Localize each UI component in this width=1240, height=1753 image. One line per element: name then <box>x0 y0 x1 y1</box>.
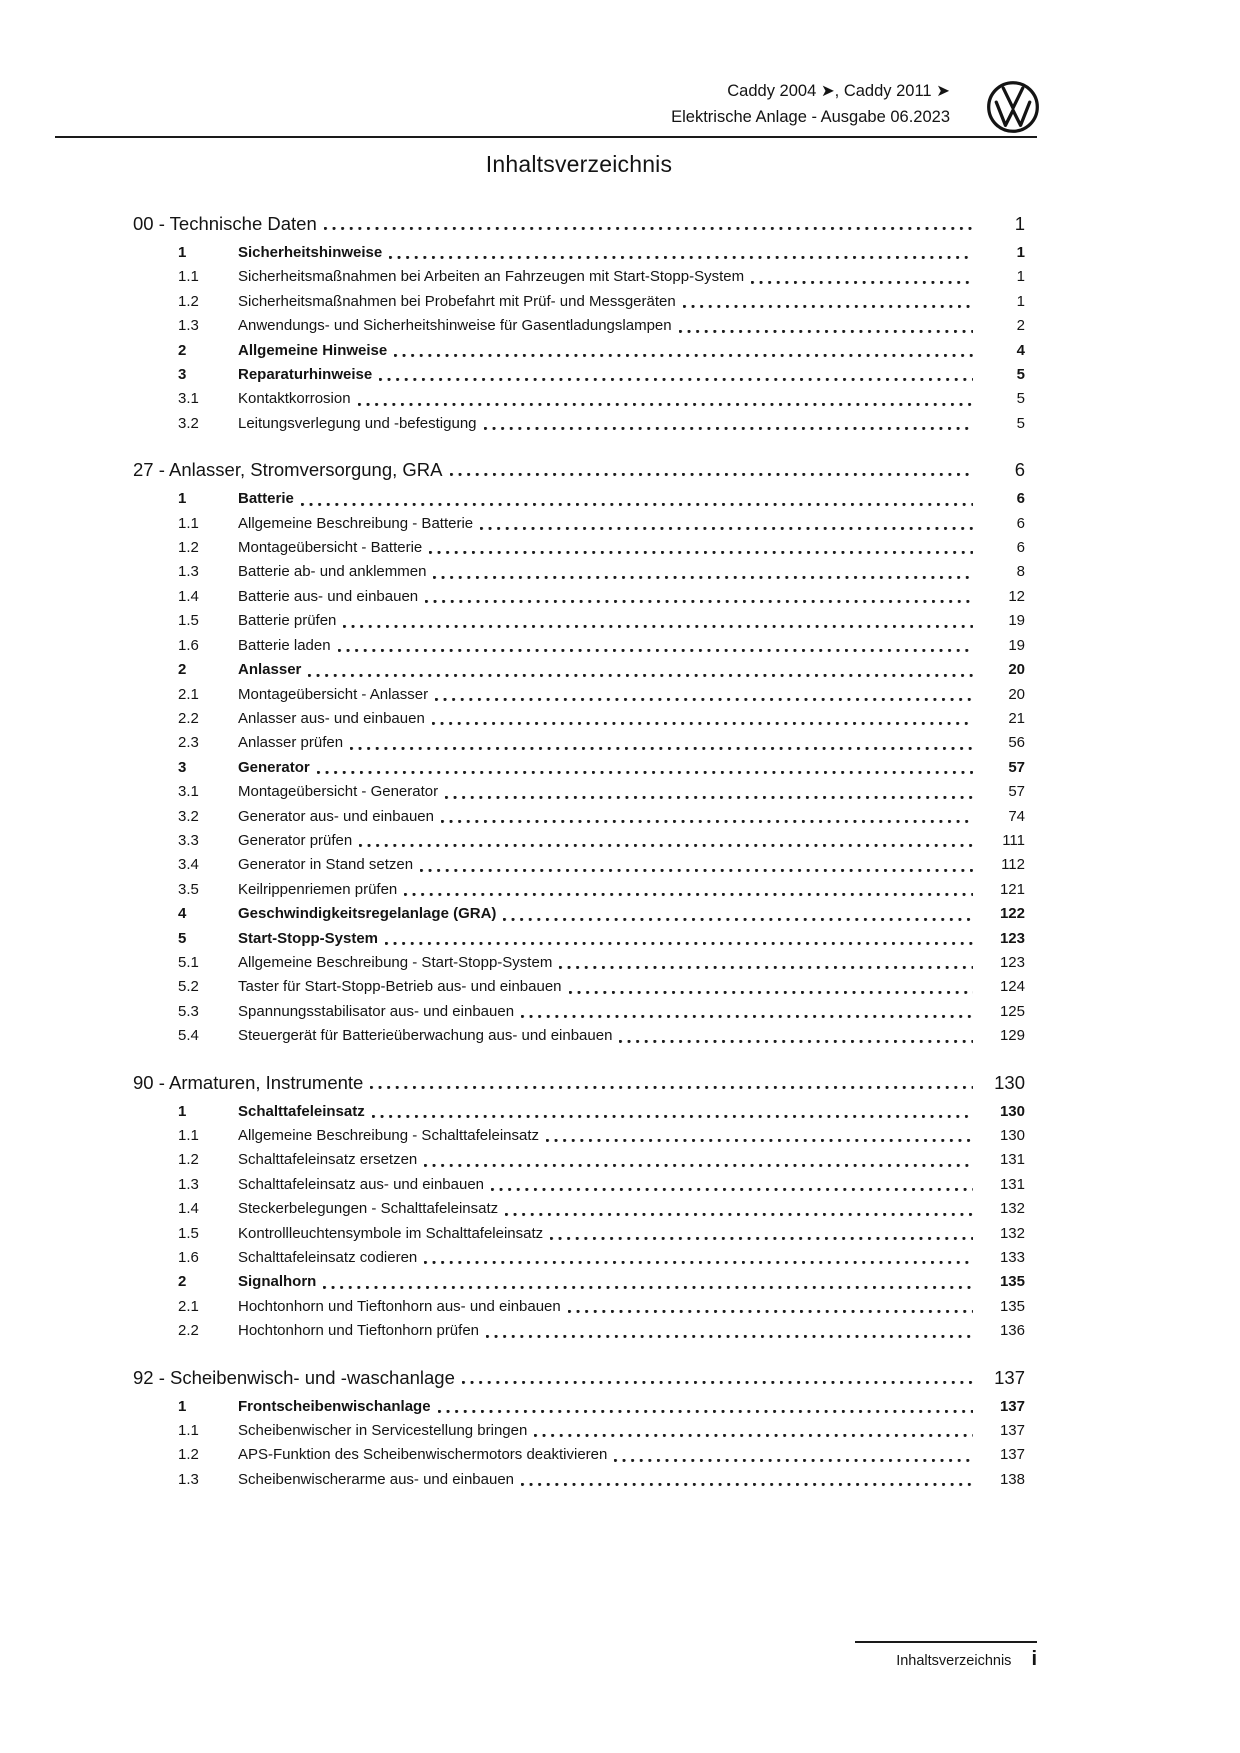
dot-leader <box>387 339 979 363</box>
dot-leader <box>438 780 979 804</box>
header-model-line: Caddy 2004 ➤, Caddy 2011 ➤ <box>727 82 950 100</box>
toc-entry-title: Kontrollleuchtensymbole im Schalttafeleinsatz <box>238 1224 544 1242</box>
toc-entry-title: Geschwindigkeitsregelanlage (GRA) <box>238 905 497 923</box>
dot-leader <box>417 1148 979 1172</box>
toc-entry <box>133 585 1025 609</box>
toc-entry-title: Steckerbelegungen - Schalttafeleinsatz <box>238 1200 499 1218</box>
toc-section-heading <box>133 1069 1025 1096</box>
dot-leader <box>455 1364 979 1391</box>
toc-entry-number: 1.3 <box>178 1470 199 1488</box>
dot-leader <box>425 707 979 731</box>
toc-entry <box>133 512 1025 536</box>
dot-leader <box>527 1419 979 1443</box>
toc-entry-number: 5.3 <box>178 1002 199 1020</box>
toc-entry-page: 130 <box>999 1127 1025 1144</box>
toc-entry-number: 1.3 <box>178 563 199 581</box>
toc-entry-number: 1.6 <box>178 636 199 654</box>
toc-entry-title: Hochtonhorn und Tieftonhorn aus- und einbauen <box>238 1297 561 1315</box>
toc-entry-title: Sicherheitsmaßnahmen bei Arbeiten an Fahrzeugen mit Start-Stopp-System <box>238 268 745 286</box>
toc-section-page: 130 <box>994 1071 1025 1093</box>
toc-entry-page: 19 <box>1008 636 1025 654</box>
toc-entry-number: 3.3 <box>178 831 199 849</box>
toc-entry-page: 129 <box>999 1027 1025 1045</box>
toc-entry-title: Batterie aus- und einbauen <box>238 587 419 605</box>
toc-entry-title: Schalttafeleinsatz aus- und einbauen <box>238 1175 485 1193</box>
toc-entry <box>133 1395 1025 1419</box>
dot-leader <box>352 829 979 853</box>
toc-entry <box>133 1270 1025 1294</box>
toc-entry <box>133 1443 1025 1467</box>
toc-entry <box>133 780 1025 804</box>
toc-entry-number: 2.3 <box>178 734 199 752</box>
toc-section <box>133 210 1025 436</box>
toc-entry <box>133 387 1025 411</box>
toc-entry-page: 4 <box>1016 341 1025 359</box>
toc-entry-page: 74 <box>1008 807 1025 825</box>
toc-entry <box>133 1173 1025 1197</box>
toc-entry-page: 121 <box>999 880 1025 898</box>
toc-entry <box>133 609 1025 633</box>
toc-entry-title: Schalttafeleinsatz codieren <box>238 1249 418 1267</box>
toc-section-entries <box>133 241 1025 436</box>
toc-entry-page: 131 <box>999 1175 1025 1193</box>
toc-entry <box>133 1148 1025 1172</box>
toc-section <box>133 1069 1025 1344</box>
toc-entry-page: 1 <box>1016 244 1025 261</box>
toc-entry-number: 3.2 <box>178 414 199 432</box>
toc-entry-title: Batterie laden <box>238 636 331 654</box>
toc-entry-title: Allgemeine Beschreibung - Schalttafeleinsatz <box>238 1127 540 1144</box>
toc-entry <box>133 1295 1025 1319</box>
toc-entry-title: Signalhorn <box>238 1273 317 1291</box>
toc-entry-title: Kontaktkorrosion <box>238 390 351 408</box>
toc-entry-title: Keilrippenriemen prüfen <box>238 880 398 898</box>
dot-leader <box>479 1319 979 1343</box>
toc-entry-number: 3.5 <box>178 880 199 898</box>
toc-entry <box>133 1100 1025 1124</box>
toc-entry-number: 1.6 <box>178 1249 199 1267</box>
dot-leader <box>434 805 979 829</box>
dot-leader <box>426 560 979 584</box>
toc-entry-number: 3 <box>178 758 187 776</box>
toc-entry-number: 3.1 <box>178 390 199 408</box>
toc-entry-title: Hochtonhorn und Tieftonhorn prüfen <box>238 1322 480 1340</box>
toc-entry-page: 5 <box>1016 414 1025 432</box>
header-text-block <box>671 78 950 130</box>
toc-entry-number: 1.3 <box>178 317 199 335</box>
toc-entry-page: 2 <box>1016 317 1025 335</box>
toc-entry-title: Allgemeine Beschreibung - Batterie <box>238 514 474 532</box>
toc-entry <box>133 756 1025 780</box>
toc-entry-number: 1.4 <box>178 1200 199 1218</box>
dot-leader <box>672 314 979 338</box>
toc-entry-number: 2 <box>178 341 187 359</box>
dot-leader <box>378 927 979 951</box>
dot-leader <box>418 585 979 609</box>
toc-entry-title: Start-Stopp-System <box>238 929 379 947</box>
toc-entry-title: Batterie prüfen <box>238 612 337 630</box>
toc-entry <box>133 560 1025 584</box>
toc-entry-number: 1.2 <box>178 1151 199 1169</box>
toc-section-entries <box>133 487 1025 1048</box>
toc-entry-page: 19 <box>1008 612 1025 630</box>
toc-entry-number: 2.2 <box>178 709 199 727</box>
toc-section-title: 00 - Technische Daten <box>133 213 317 234</box>
toc-entry <box>133 658 1025 682</box>
toc-entry-number: 1 <box>178 1102 187 1120</box>
dot-leader <box>417 1246 979 1270</box>
toc-entry-page: 137 <box>999 1422 1025 1440</box>
dot-leader <box>561 1295 979 1319</box>
toc-entry-page: 137 <box>999 1446 1025 1464</box>
toc-entry-number: 3.1 <box>178 783 199 801</box>
toc-entry-page: 135 <box>999 1297 1025 1315</box>
toc-entry-number: 5.2 <box>178 978 199 996</box>
toc-entry-title: Scheibenwischerarme aus- und einbauen <box>238 1470 515 1488</box>
dot-leader <box>363 1069 979 1096</box>
toc-entry <box>133 412 1025 436</box>
toc-section-heading <box>133 210 1025 237</box>
toc-entry <box>133 290 1025 314</box>
dot-leader <box>413 853 979 877</box>
dot-leader <box>514 1468 979 1492</box>
toc-entry-number: 2.1 <box>178 685 199 703</box>
toc-section-page: 6 <box>1014 459 1025 481</box>
toc-entry-title: Allgemeine Hinweise <box>238 341 388 359</box>
toc-entry-page: 112 <box>1001 856 1025 874</box>
header-divider <box>55 136 1037 138</box>
toc-entry-title: Anlasser <box>238 661 302 679</box>
toc-entry-page: 124 <box>999 978 1025 996</box>
toc-entry <box>133 878 1025 902</box>
dot-leader <box>294 487 979 511</box>
toc-entry-title: Sicherheitshinweise <box>238 244 383 261</box>
toc-entry-title: Montageübersicht - Batterie <box>238 539 423 557</box>
dot-leader <box>310 756 979 780</box>
toc-entry-number: 5.4 <box>178 1027 199 1045</box>
toc-entry <box>133 634 1025 658</box>
toc-entry-title: Anwendungs- und Sicherheitshinweise für Gasentladungslampen <box>238 317 672 335</box>
dot-leader <box>607 1443 979 1467</box>
toc-entry-page: 20 <box>1008 685 1025 703</box>
dot-leader <box>484 1173 979 1197</box>
toc-entry-page: 5 <box>1016 366 1025 384</box>
toc-entry-title: Reparaturhinweise <box>238 366 373 384</box>
dot-leader <box>428 683 979 707</box>
toc-entry <box>133 487 1025 511</box>
dot-leader <box>301 658 979 682</box>
dot-leader <box>443 456 980 483</box>
toc-entry-number: 1 <box>178 490 187 508</box>
dot-leader <box>612 1024 979 1048</box>
dot-leader <box>351 387 979 411</box>
dot-leader <box>744 265 979 289</box>
dot-leader <box>336 609 979 633</box>
toc-entry-page: 138 <box>999 1470 1025 1488</box>
toc-entry-page: 5 <box>1016 390 1025 408</box>
toc-entry-number: 1.2 <box>178 292 199 310</box>
toc-entry-title: Taster für Start-Stopp-Betrieb aus- und einbauen <box>238 978 562 996</box>
toc-entry <box>133 1419 1025 1443</box>
dot-leader <box>431 1395 979 1419</box>
toc-entry-page: 132 <box>999 1200 1025 1218</box>
toc-entry-number: 1.3 <box>178 1175 199 1193</box>
toc-entry-page: 137 <box>999 1397 1025 1415</box>
toc-entry-number: 4 <box>178 905 187 923</box>
toc-entry-number: 1.1 <box>178 1422 199 1440</box>
vw-logo-icon <box>986 80 1040 134</box>
dot-leader <box>498 1197 979 1221</box>
toc-entry-title: Schalttafeleinsatz ersetzen <box>238 1151 418 1169</box>
toc-entry <box>133 241 1025 265</box>
toc-section <box>133 1364 1025 1493</box>
toc-entry-title: Steuergerät für Batterieüberwachung aus- und einbauen <box>238 1027 613 1045</box>
toc-entry-title: Anlasser aus- und einbauen <box>238 709 425 727</box>
toc-entry <box>133 731 1025 755</box>
toc-section-heading <box>133 1364 1025 1391</box>
toc-entry <box>133 902 1025 926</box>
toc-entry-page: 125 <box>999 1002 1025 1020</box>
toc-section-page: 1 <box>1014 213 1025 234</box>
toc-section <box>133 456 1025 1048</box>
toc-entry <box>133 975 1025 999</box>
dot-leader <box>473 512 979 536</box>
toc-entry <box>133 536 1025 560</box>
toc-entry-title: Generator aus- und einbauen <box>238 807 434 825</box>
toc-entry-page: 6 <box>1016 514 1025 532</box>
toc-section-title: 90 - Armaturen, Instrumente <box>133 1071 364 1093</box>
toc-entry-title: Schalttafeleinsatz <box>238 1102 365 1120</box>
dot-leader <box>552 951 979 975</box>
toc-entry-page: 1 <box>1016 268 1025 286</box>
dot-leader <box>543 1222 979 1246</box>
toc-entry-number: 1.1 <box>178 1127 199 1144</box>
toc-entry-title: Frontscheibenwischanlage <box>238 1397 431 1415</box>
toc-entry <box>133 1000 1025 1024</box>
dot-leader <box>397 878 979 902</box>
toc-entry-page: 6 <box>1016 539 1025 557</box>
toc-entry-number: 1.4 <box>178 587 199 605</box>
dot-leader <box>317 210 979 237</box>
dot-leader <box>496 902 979 926</box>
toc-entry-number: 2.1 <box>178 1297 199 1315</box>
header-edition-line: Elektrische Anlage - Ausgabe 06.2023 <box>671 108 950 126</box>
dot-leader <box>316 1270 979 1294</box>
toc-entry <box>133 1024 1025 1048</box>
toc-section-heading <box>133 456 1025 483</box>
toc-entry-page: 12 <box>1008 587 1025 605</box>
footer-divider <box>855 1641 1037 1643</box>
toc-entry-page: 136 <box>999 1322 1025 1340</box>
toc-entry-page: 122 <box>999 905 1025 923</box>
toc-section-entries <box>133 1395 1025 1493</box>
toc-entry-number: 2.2 <box>178 1322 199 1340</box>
toc-entry-page: 1 <box>1016 292 1025 310</box>
toc-section-entries <box>133 1100 1025 1344</box>
toc-entry-page: 135 <box>999 1273 1025 1291</box>
toc-entry-page: 57 <box>1008 783 1025 801</box>
dot-leader <box>539 1124 979 1148</box>
toc-entry <box>133 1222 1025 1246</box>
toc-entry-number: 1.2 <box>178 539 199 557</box>
table-of-contents <box>133 210 1025 1492</box>
toc-entry <box>133 1197 1025 1221</box>
toc-entry-number: 1 <box>178 1397 187 1415</box>
dot-leader <box>343 731 979 755</box>
toc-entry-title: Generator <box>238 758 310 776</box>
toc-entry <box>133 363 1025 387</box>
toc-entry <box>133 314 1025 338</box>
toc-entry-number: 1.1 <box>178 268 199 286</box>
toc-entry-title: Allgemeine Beschreibung - Start-Stopp-System <box>238 953 553 971</box>
dot-leader <box>562 975 979 999</box>
dot-leader <box>422 536 979 560</box>
toc-entry-title: Spannungsstabilisator aus- und einbauen <box>238 1002 515 1020</box>
toc-entry <box>133 853 1025 877</box>
toc-entry <box>133 829 1025 853</box>
toc-entry-number: 2 <box>178 1273 187 1291</box>
toc-entry-number: 3.4 <box>178 856 199 874</box>
toc-entry-page: 133 <box>999 1249 1025 1267</box>
footer-text-block <box>896 1648 1037 1671</box>
toc-entry-number: 1 <box>178 244 187 261</box>
toc-entry-title: Batterie <box>238 490 294 508</box>
footer-label: Inhaltsverzeichnis <box>896 1653 1012 1669</box>
dot-leader <box>477 412 979 436</box>
dot-leader <box>372 363 979 387</box>
toc-entry-title: Montageübersicht - Anlasser <box>238 685 429 703</box>
dot-leader <box>331 634 979 658</box>
toc-section-title: 92 - Scheibenwisch- und -waschanlage <box>133 1366 455 1388</box>
page-title: Inhaltsverzeichnis <box>485 151 673 177</box>
footer-page-number: i <box>1031 1648 1037 1670</box>
toc-entry-title: Batterie ab- und anklemmen <box>238 563 427 581</box>
toc-entry-number: 1.5 <box>178 612 199 630</box>
toc-entry-number: 1.1 <box>178 514 199 532</box>
toc-entry-page: 8 <box>1016 563 1025 581</box>
toc-entry <box>133 1246 1025 1270</box>
toc-entry-page: 56 <box>1008 734 1025 752</box>
toc-entry-title: Anlasser prüfen <box>238 734 344 752</box>
toc-entry <box>133 1124 1025 1148</box>
toc-entry <box>133 1319 1025 1343</box>
dot-leader <box>514 1000 979 1024</box>
toc-entry <box>133 683 1025 707</box>
toc-entry-title: Scheibenwischer in Servicestellung bringen <box>238 1422 528 1440</box>
toc-entry-number: 5 <box>178 929 187 947</box>
toc-section-page: 137 <box>994 1366 1025 1388</box>
toc-section-title: 27 - Anlasser, Stromversorgung, GRA <box>133 459 443 481</box>
toc-entry-title: Sicherheitsmaßnahmen bei Probefahrt mit Prüf- und Messgeräten <box>238 292 676 310</box>
toc-entry-title: APS-Funktion des Scheibenwischermotors deaktivieren <box>238 1446 608 1464</box>
toc-entry <box>133 927 1025 951</box>
dot-leader <box>676 290 979 314</box>
toc-entry-page: 21 <box>1008 709 1025 727</box>
toc-entry-page: 131 <box>999 1151 1025 1169</box>
toc-entry-page: 130 <box>999 1102 1025 1120</box>
toc-entry <box>133 1468 1025 1492</box>
dot-leader <box>365 1100 979 1124</box>
toc-entry-title: Montageübersicht - Generator <box>238 783 439 801</box>
toc-entry-number: 1.5 <box>178 1224 199 1242</box>
toc-entry <box>133 707 1025 731</box>
toc-entry-number: 1.2 <box>178 1446 199 1464</box>
toc-entry-page: 123 <box>999 929 1025 947</box>
toc-entry <box>133 265 1025 289</box>
toc-entry-title: Generator in Stand setzen <box>238 856 414 874</box>
toc-entry-page: 132 <box>999 1224 1025 1242</box>
toc-entry-page: 6 <box>1016 490 1025 508</box>
toc-entry-title: Generator prüfen <box>238 831 353 849</box>
toc-entry-number: 5.1 <box>178 953 199 971</box>
toc-entry-number: 3 <box>178 366 187 384</box>
toc-entry-page: 123 <box>999 953 1025 971</box>
toc-entry-number: 3.2 <box>178 807 199 825</box>
toc-entry-page: 111 <box>1002 831 1025 849</box>
toc-entry-title: Leitungsverlegung und -befestigung <box>238 414 477 432</box>
toc-entry-number: 2 <box>178 661 187 679</box>
toc-entry <box>133 805 1025 829</box>
toc-entry <box>133 339 1025 363</box>
toc-entry-page: 20 <box>1008 661 1025 679</box>
toc-entry-page: 57 <box>1008 758 1025 776</box>
toc-entry <box>133 951 1025 975</box>
dot-leader <box>382 241 979 265</box>
